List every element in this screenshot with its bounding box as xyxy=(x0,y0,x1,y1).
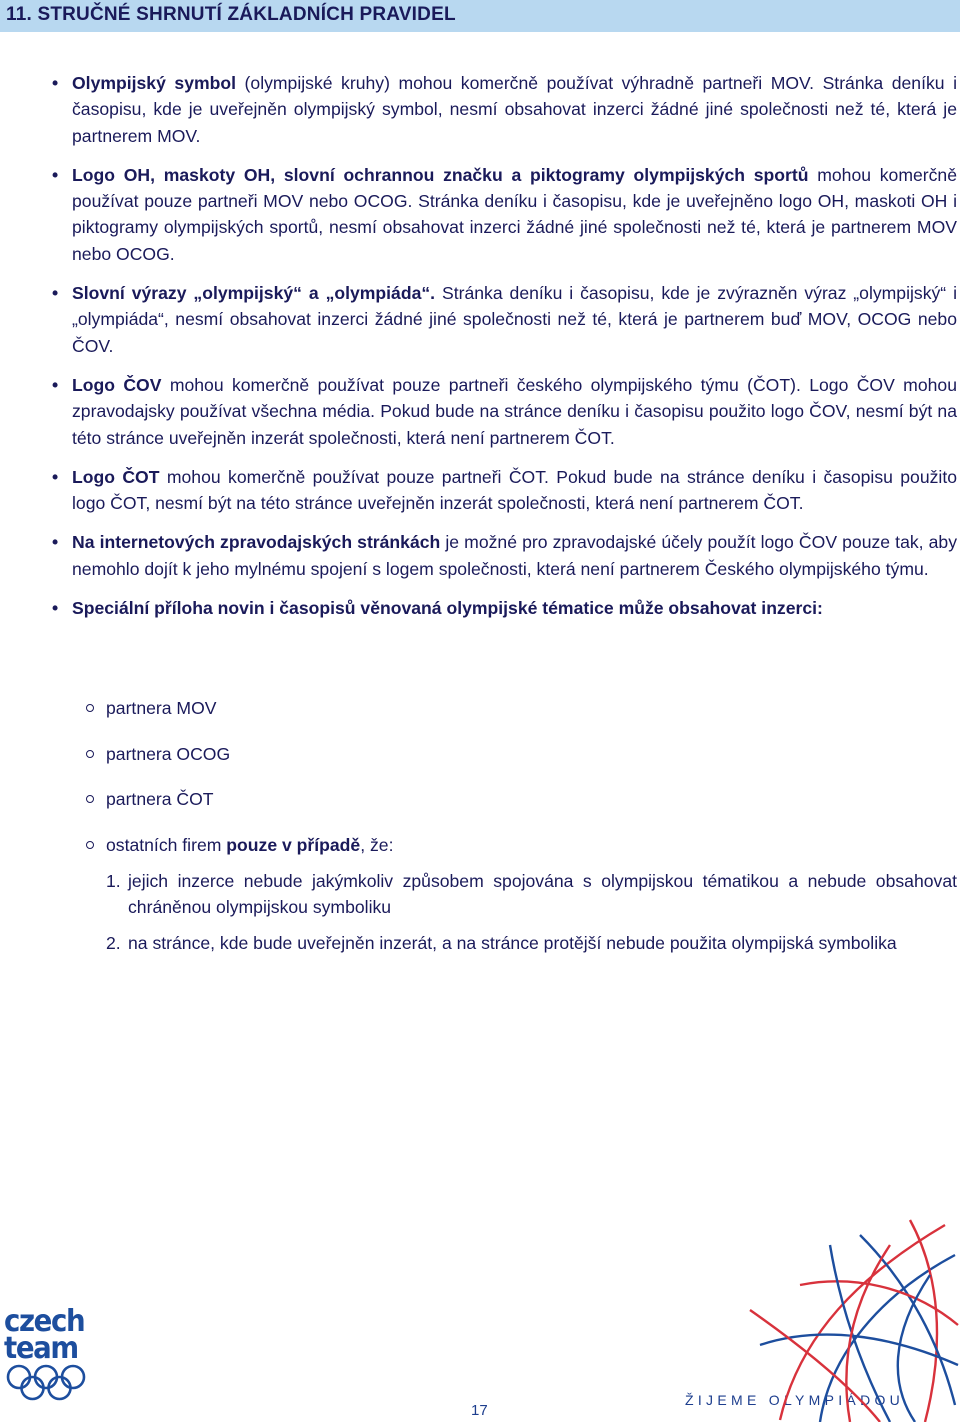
olympic-rings-icon xyxy=(4,1362,90,1402)
sublist-item: partnera OCOG xyxy=(85,741,957,787)
tagline: ŽIJEME OLYMPIÁDOU xyxy=(685,1392,905,1408)
numbered-item: 2. na stránce, kde bude uveřejněn inzerát, a na stránce protější nebude použita olympijská symbolika xyxy=(106,932,897,953)
circle-bullet-icon xyxy=(86,795,94,803)
rules-list xyxy=(52,70,957,634)
section-header-bar xyxy=(0,0,960,32)
advertiser-sublist xyxy=(85,695,957,877)
list-item: • Logo ČOT mohou komerčně používat pouze partneři ČOT. Pokud bude na stránce deníku i časopisu použito logo ČOT, nesmí být na této stránce uveřejněn inzerát společnosti, která není partnerem ČOT. xyxy=(52,466,957,514)
circle-bullet-icon xyxy=(86,841,94,849)
sublist-item: partnera ČOT xyxy=(85,786,957,832)
sublist-item: ostatních firem pouze v případě, že: xyxy=(85,832,957,878)
section-title: 11. STRUČNÉ SHRNUTÍ ZÁKLADNÍCH PRAVIDEL xyxy=(6,4,456,25)
sublist-item: partnera MOV xyxy=(85,695,957,741)
list-item: • Olympijský symbol (olympijské kruhy) mohou komerčně používat výhradně partneři MOV. Stránka deníku i časopisu, kde je uveřejněn olympijský symbol, nesmí obsahovat inzerci žádné jiné společnosti než té, která je partnerem MOV. xyxy=(52,73,957,146)
list-item: • Logo ČOV mohou komerčně používat pouze partneři českého olympijského týmu (ČOT). Logo ČOV mohou zpravodajsky používat všechna média. Pokud bude na stránce deníku i časopisu použito logo ČOV, nesmí být na této stránce uveřejněn inzerát společnosti, která není partnerem ČOT. xyxy=(52,374,957,448)
page-number: 17 xyxy=(471,1402,488,1419)
list-item: • Na internetových zpravodajských stránkách je možné pro zpravodajské účely použít logo ČOV pouze tak, aby nemohlo dojít k jeho mylnému spojení s logem společnosti, která není partnerem Českého olympijského týmu. xyxy=(52,532,958,579)
czech-team-logo: czech team xyxy=(4,1308,92,1407)
numbered-item: 1. jejich inzerce nebude jakýmkoliv způsobem spojována s olympijskou tématikou a nebude obsahovat chráněnou olympijskou symboliku xyxy=(106,871,957,918)
list-item: • Logo OH, maskoty OH, slovní ochrannou značku a piktogramy olympijských sportů mohou komerčně používat pouze partneři MOV nebo OCOG. Stránka deníku i časopisu, kde je uveřejněno logo OH, maskoti OH i piktogramy olympijských sportů, nesmí obsahovat inzerci žádné jiné společnosti než té, která je partnerem MOV nebo OCOG. xyxy=(52,164,957,264)
circle-bullet-icon xyxy=(86,704,94,712)
list-item: • Slovní výrazy „olympijský“ a „olympiáda“. Stránka deníku i časopisu, kde je zvýrazněn výraz „olympijský“ i „olympiáda“, nesmí obsahovat inzerci žádné jiné společnosti než té, která je partnerem buď MOV, OCOG nebo ČOV. xyxy=(52,283,957,356)
decorative-swirl-graphic xyxy=(740,1215,960,1422)
circle-bullet-icon xyxy=(86,750,94,758)
list-item: • Speciální příloha novin i časopisů věnovaná olympijské tématice může obsahovat inzerci: xyxy=(52,598,823,619)
conditions-numbered-list xyxy=(106,868,957,965)
